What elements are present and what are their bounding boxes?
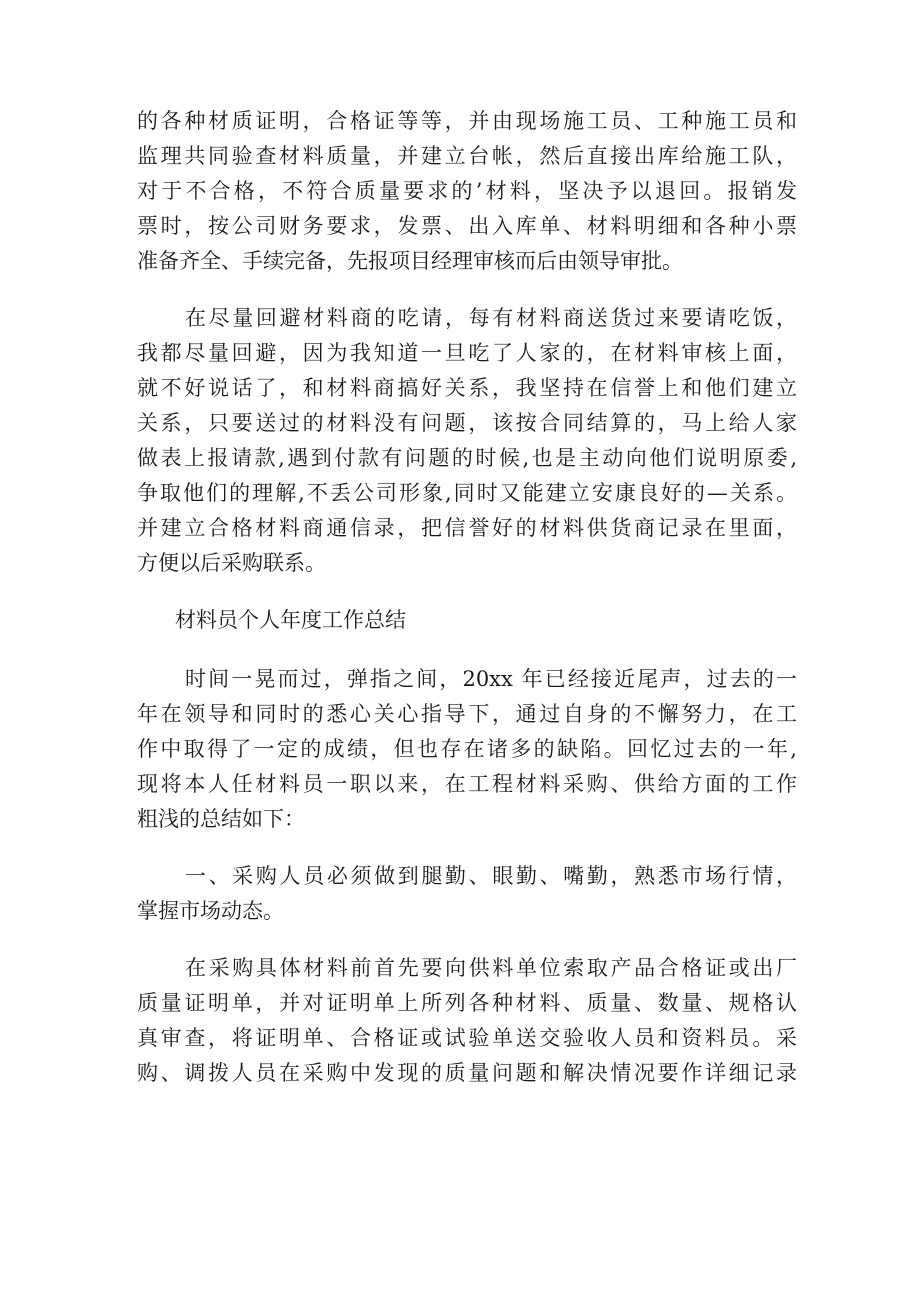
paragraph-supplier-relations [137, 301, 797, 581]
section-heading: 材料员个人年度工作总结 [175, 608, 406, 632]
text-line: 监理共同验查材料质量，并建立台帐，然后直接出库给施工队， [137, 144, 797, 168]
text-line: 在采购具体材料前首先要向供料单位索取产品合格证或出厂 [185, 956, 797, 980]
paragraph-section-one [137, 859, 797, 929]
text-line: 关系，只要送过的材料没有问题，该按合同结算的，马上给人家 [137, 411, 797, 435]
text-line: 方便以后采购联系。 [137, 551, 326, 575]
text-line: 的各种材质证明，合格证等等，并由现场施工员、工种施工员和 [137, 109, 797, 133]
text-line: 做表上报请款,遇到付款有问题的时候,也是主动向他们说明原委, [137, 446, 797, 470]
paragraph-annual-intro [137, 662, 797, 837]
text-line: 在尽量回避材料商的吃请，每有材料商送货过来要请吃饭， [185, 306, 797, 330]
text-line: 粗浅的总结如下： [137, 807, 305, 831]
text-line: 票时，按公司财务要求，发票、出入库单、材料明细和各种小票 [137, 214, 797, 238]
text-line: 现将本人任材料员一职以来，在工程材料采购、供给方面的工作 [137, 772, 797, 796]
text-line: 时间一晃而过，弹指之间，20xx 年已经接近尾声，过去的一 [185, 667, 797, 691]
paragraph-procurement-check [137, 951, 797, 1091]
paragraph-material-inspection [137, 104, 797, 279]
text-line: 购、调拨人员在采购中发现的质量问题和解决情况要作详细记录 [137, 1061, 797, 1085]
text-line: 对于不合格，不符合质量要求的’材料，坚决予以退回。报销发 [137, 179, 797, 203]
text-line: 争取他们的理解,不丢公司形象,同时又能建立安康良好的—关系。 [137, 481, 797, 505]
text-line: 并建立合格材料商通信录，把信誉好的材料供货商记录在里面， [137, 516, 797, 540]
text-line: 我都尽量回避，因为我知道一旦吃了人家的，在材料审核上面， [137, 341, 797, 365]
text-line: 作中取得了一定的成绩，但也存在诸多的缺陷。回忆过去的一年, [137, 737, 797, 761]
text-line: 准备齐全、手续完备，先报项目经理审核而后由领导审批。 [137, 249, 683, 273]
text-line: 掌握市场动态。 [137, 899, 284, 923]
text-line: 一、采购人员必须做到腿勤、眼勤、嘴勤，熟悉市场行情， [185, 864, 797, 888]
document-body [137, 104, 797, 1113]
text-line: 就不好说话了，和材料商搞好关系，我坚持在信誉上和他们建立 [137, 376, 797, 400]
text-line: 质量证明单，并对证明单上所列各种材料、质量、数量、规格认 [137, 991, 797, 1015]
text-line: 真审查，将证明单、合格证或试验单送交验收人员和资料员。采 [137, 1026, 797, 1050]
text-line: 年在领导和同时的悉心关心指导下，通过自身的不懈努力，在工 [137, 702, 797, 726]
